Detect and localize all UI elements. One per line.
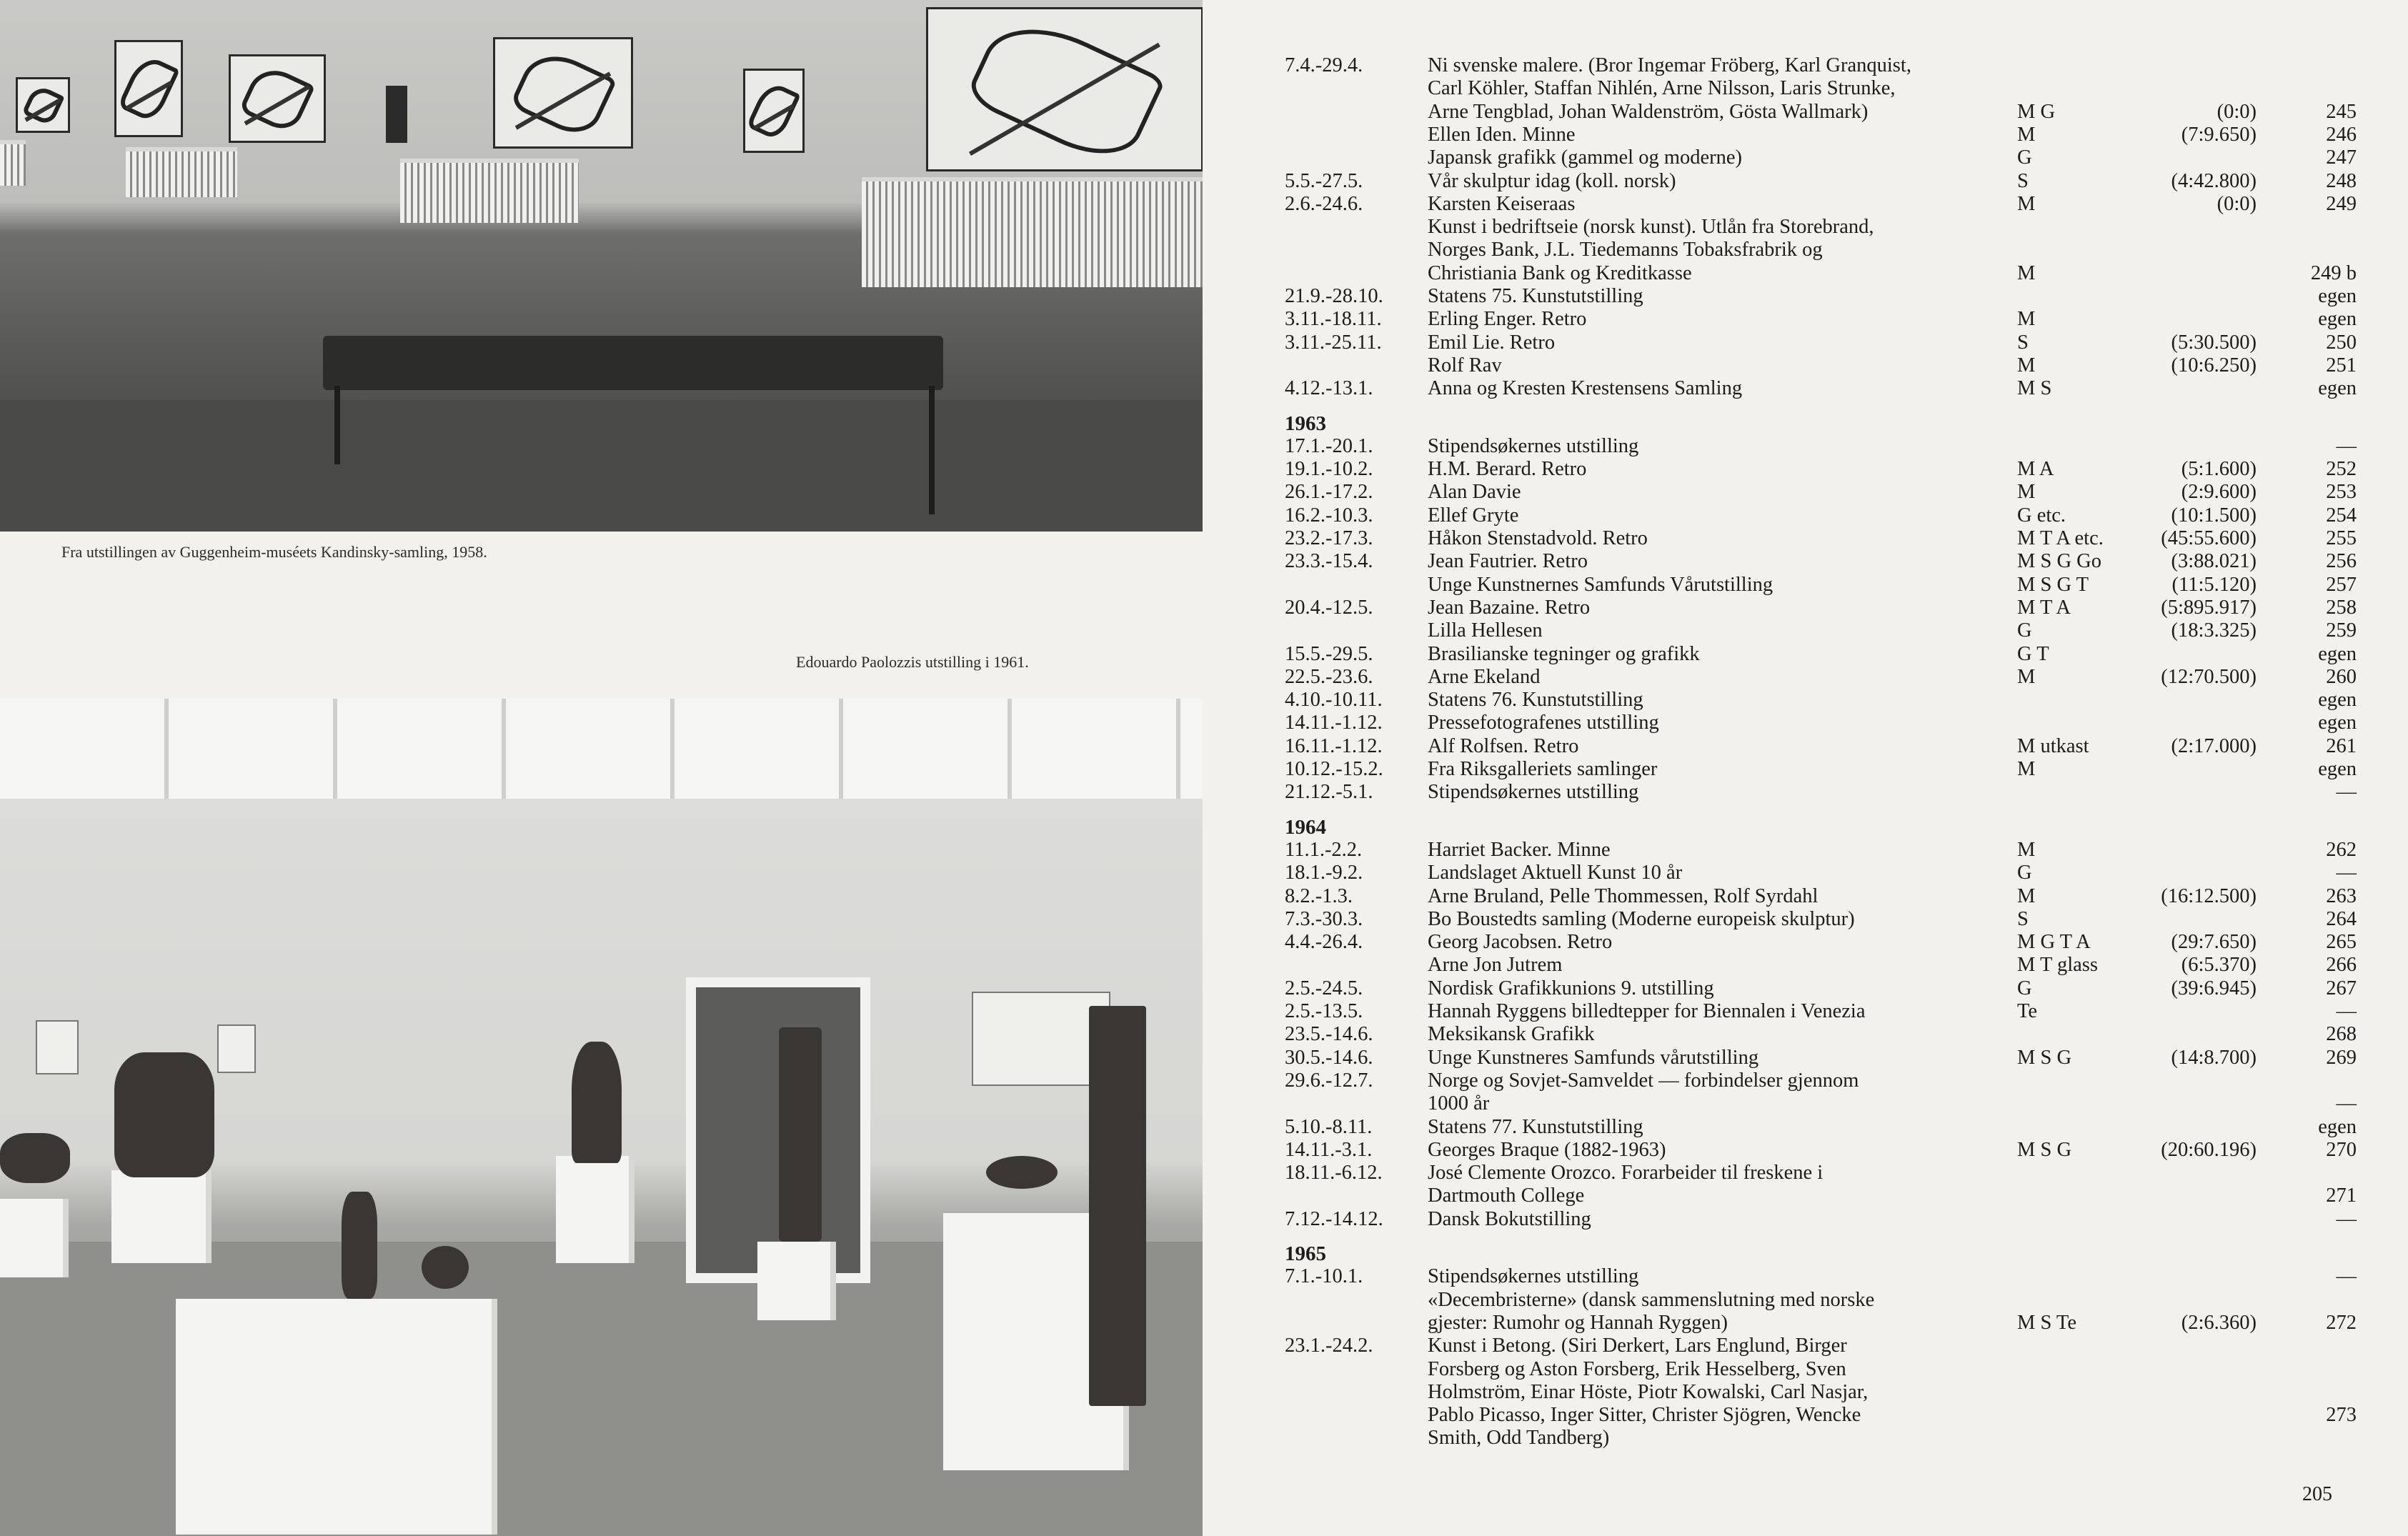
exhibition-row (1285, 377, 2357, 400)
exhibition-title: Arne Ekeland (1428, 665, 1541, 688)
exhibition-title: Arne Bruland, Pelle Thommessen, Rolf Syrdahl (1428, 884, 1819, 907)
exhibition-row (1285, 885, 2357, 908)
exhibition-date: 23.1.-24.2. (1285, 1335, 1373, 1357)
exhibition-catalogue: (10:6.250) (2171, 354, 2257, 376)
exhibition-title: Jean Fautrier. Retro (1428, 550, 1588, 573)
exhibition-title: Unge Kunstneres Samfunds vårutstilling (1428, 1046, 1759, 1069)
exhibition-number: 248 (2326, 169, 2357, 192)
exhibition-title: Erling Enger. Retro (1428, 308, 1587, 331)
exhibition-title: Anna og Kresten Krestensens Samling (1428, 377, 1743, 400)
exhibition-title: Rolf Rav (1428, 354, 1502, 376)
exhibition-number: 271 (2326, 1185, 2357, 1207)
exhibition-title: Ellen Iden. Minne (1428, 123, 1576, 146)
exhibition-catalogue: (7:9.650) (2181, 123, 2257, 146)
exhibition-date: 18.1.-9.2. (1285, 862, 1363, 884)
exhibition-row (1285, 1092, 2357, 1115)
exhibition-catalogue: (39:6.945) (2171, 977, 2257, 999)
exhibition-date: 7.4.-29.4. (1285, 54, 1363, 76)
skylight-ceiling (0, 699, 1203, 799)
exhibition-media: Te (2017, 1000, 2038, 1022)
exhibition-catalogue: (45:55.600) (2161, 527, 2257, 549)
exhibition-media: M S G T (2017, 573, 2089, 596)
bench-leg (929, 386, 935, 514)
exhibition-row (1285, 1358, 2357, 1381)
exhibition-catalogue: (5:895.917) (2161, 596, 2257, 619)
wall-label (386, 86, 407, 143)
year-heading: 1964 (1285, 815, 1326, 839)
exhibition-title: Alf Rolfsen. Retro (1428, 734, 1579, 757)
radiator (0, 140, 26, 186)
exhibition-row (1285, 1047, 2357, 1069)
exhibition-title: Arne Tengblad, Johan Waldenström, Gösta Wallmark) (1428, 100, 1869, 123)
exhibition-date: 23.2.-17.3. (1285, 527, 1373, 549)
exhibition-row (1285, 977, 2357, 1000)
year-heading: 1963 (1285, 412, 1326, 435)
exhibition-title: Pressefotografenes utstilling (1428, 712, 1659, 734)
exhibition-row (1285, 1265, 2357, 1288)
exhibition-row (1285, 239, 2357, 261)
gallery-floor (0, 400, 1203, 532)
sculpture (422, 1246, 469, 1289)
exhibition-media: M S (2017, 377, 2052, 400)
exhibition-date: 7.3.-30.3. (1285, 907, 1363, 930)
exhibition-title: Stipendsøkernes utstilling (1428, 434, 1639, 457)
painting (926, 7, 1203, 171)
exhibition-title: Christiania Bank og Kreditkasse (1428, 261, 1692, 284)
exhibition-row (1285, 1000, 2357, 1023)
exhibition-number: 246 (2326, 123, 2357, 146)
exhibition-media: M A (2017, 458, 2054, 481)
exhibition-row (1285, 1023, 2357, 1046)
exhibition-title: Jean Bazaine. Retro (1428, 596, 1591, 619)
exhibition-media: S (2017, 169, 2029, 192)
plinth (0, 1199, 69, 1277)
exhibition-row (1285, 735, 2357, 758)
exhibition-row (1285, 1139, 2357, 1162)
exhibition-date: 2.5.-24.5. (1285, 977, 1363, 999)
exhibition-date: 29.6.-12.7. (1285, 1069, 1373, 1092)
exhibition-title: H.M. Berard. Retro (1428, 458, 1587, 481)
exhibition-title: Georg Jacobsen. Retro (1428, 931, 1613, 954)
exhibition-number: — (2336, 862, 2357, 884)
exhibition-date: 4.12.-13.1. (1285, 377, 1373, 400)
exhibition-number: 247 (2326, 146, 2357, 169)
exhibition-media: M G T A (2017, 931, 2091, 954)
sculpture (1089, 1006, 1146, 1406)
exhibition-date: 5.5.-27.5. (1285, 169, 1363, 192)
exhibition-date: 14.11.-3.1. (1285, 1138, 1373, 1161)
exhibition-catalogue: (16:12.500) (2161, 884, 2257, 907)
exhibition-row (1285, 262, 2357, 285)
framed-print (36, 1020, 79, 1074)
exhibition-media: M (2017, 308, 2036, 331)
exhibition-catalogue: (6:5.370) (2181, 954, 2257, 977)
sculpture (986, 1156, 1058, 1189)
painting (493, 37, 633, 149)
exhibition-date: 21.12.-5.1. (1285, 781, 1373, 804)
radiator (126, 147, 237, 197)
exhibition-row (1285, 931, 2357, 954)
exhibition-title: Bo Boustedts samling (Moderne europeisk skulptur) (1428, 907, 1855, 930)
exhibition-number: 264 (2326, 907, 2357, 930)
exhibition-number: 256 (2326, 550, 2357, 573)
exhibition-row (1285, 643, 2357, 666)
exhibition-catalogue: (20:60.196) (2161, 1138, 2257, 1161)
exhibition-date: 8.2.-1.3. (1285, 884, 1353, 907)
exhibition-title: gjester: Rumohr og Hannah Ryggen) (1428, 1311, 1728, 1334)
exhibition-title: Statens 76. Kunstutstilling (1428, 689, 1643, 712)
exhibition-title: Kunst i Betong. (Siri Derkert, Lars Englund, Birger (1428, 1335, 1847, 1357)
exhibition-catalogue: (0:0) (2217, 100, 2257, 123)
exhibition-number: 252 (2326, 458, 2357, 481)
exhibition-catalogue: (0:0) (2217, 192, 2257, 215)
page-number: 205 (2302, 1483, 2332, 1505)
exhibition-row (1285, 574, 2357, 597)
exhibition-media: M (2017, 884, 2036, 907)
exhibition-number: 254 (2326, 504, 2357, 527)
exhibition-row (1285, 1116, 2357, 1139)
caption-bottom-photo: Edouardo Paolozzis utstilling i 1961. (796, 653, 1029, 671)
exhibition-title: Emil Lie. Retro (1428, 331, 1556, 354)
exhibition-catalogue: (18:3.325) (2171, 619, 2257, 642)
exhibition-catalogue: (14:8.700) (2171, 1046, 2257, 1069)
exhibition-title: Holmström, Einar Höste, Piotr Kowalski, Carl Nasjar, (1428, 1380, 1869, 1403)
exhibition-title: Norges Bank, J.L. Tiedemanns Tobaksfrabrik og (1428, 239, 1823, 261)
exhibition-number: — (2336, 434, 2357, 457)
exhibition-title: Ellef Gryte (1428, 504, 1519, 527)
exhibition-number: egen (2318, 712, 2357, 734)
framed-print (217, 1024, 256, 1073)
exhibition-title: Dansk Bokutstilling (1428, 1207, 1591, 1230)
exhibition-media: G (2017, 862, 2032, 884)
exhibition-number: 251 (2326, 354, 2357, 376)
exhibition-date: 2.5.-13.5. (1285, 1000, 1363, 1022)
sculpture (342, 1192, 377, 1299)
exhibition-row (1285, 146, 2357, 169)
exhibition-row (1285, 908, 2357, 931)
exhibition-date: 20.4.-12.5. (1285, 596, 1373, 619)
exhibition-date: 23.5.-14.6. (1285, 1023, 1373, 1046)
exhibition-catalogue: (12:70.500) (2161, 665, 2257, 688)
exhibition-number: 250 (2326, 331, 2357, 354)
exhibition-title: Forsberg og Aston Forsberg, Erik Hesselberg, Sven (1428, 1357, 1846, 1380)
exhibition-title: Fra Riksgalleriets samlinger (1428, 758, 1658, 780)
sculpture (779, 1027, 822, 1242)
exhibition-catalogue: (4:42.800) (2171, 169, 2257, 192)
exhibition-date: 21.9.-28.10. (1285, 285, 1383, 307)
exhibition-title: Alan Davie (1428, 481, 1521, 504)
exhibition-title: Stipendsøkernes utstilling (1428, 1265, 1639, 1288)
exhibition-date: 30.5.-14.6. (1285, 1046, 1373, 1069)
exhibition-title: Carl Köhler, Staffan Nihlén, Arne Nilsson, Laris Strunke, (1428, 77, 1896, 100)
exhibition-row (1285, 1312, 2357, 1335)
exhibition-row (1285, 77, 2357, 100)
exhibition-number: egen (2318, 377, 2357, 400)
painting (743, 69, 805, 153)
exhibition-media: M utkast (2017, 734, 2089, 757)
exhibition-date: 11.1.-2.2. (1285, 838, 1363, 861)
exhibition-number: — (2336, 1092, 2357, 1115)
exhibition-number: 272 (2326, 1311, 2357, 1334)
exhibition-row (1285, 354, 2357, 377)
exhibition-date: 4.10.-10.11. (1285, 689, 1383, 712)
sculpture (572, 1042, 622, 1163)
exhibition-number: egen (2318, 642, 2357, 665)
exhibition-row (1285, 839, 2357, 862)
exhibition-number: 259 (2326, 619, 2357, 642)
exhibition-number: 260 (2326, 665, 2357, 688)
exhibition-catalogue: (29:7.650) (2171, 931, 2257, 954)
exhibition-row (1285, 781, 2357, 804)
exhibition-title: Brasilianske tegninger og grafikk (1428, 642, 1700, 665)
exhibition-date: 18.11.-6.12. (1285, 1162, 1383, 1185)
exhibition-date: 26.1.-17.2. (1285, 481, 1373, 504)
exhibition-row (1285, 527, 2357, 550)
exhibition-title: Harriet Backer. Minne (1428, 838, 1611, 861)
radiator (400, 159, 579, 223)
exhibition-media: G T (2017, 642, 2049, 665)
exhibition-row (1285, 862, 2357, 884)
exhibition-row (1285, 1289, 2357, 1312)
exhibition-media: M S G (2017, 1046, 2072, 1069)
exhibition-number: 255 (2326, 527, 2357, 549)
exhibition-row (1285, 1335, 2357, 1357)
exhibition-title: Karsten Keiseraas (1428, 192, 1576, 215)
exhibition-date: 7.1.-10.1. (1285, 1265, 1363, 1288)
exhibition-media: M S Te (2017, 1311, 2076, 1334)
exhibition-title: Hannah Ryggens billedtepper for Biennalen i Venezia (1428, 1000, 1866, 1022)
exhibition-catalogue: (11:5.120) (2171, 573, 2257, 596)
exhibition-row (1285, 712, 2357, 734)
exhibition-number: 269 (2326, 1046, 2357, 1069)
exhibition-row (1285, 1208, 2357, 1231)
caption-top-photo: Fra utstillingen av Guggenheim-muséets Kandinsky-samling, 1958. (61, 543, 487, 561)
exhibition-date: 22.5.-23.6. (1285, 665, 1373, 688)
exhibition-number: 245 (2326, 100, 2357, 123)
exhibition-media: M (2017, 261, 2036, 284)
exhibition-row (1285, 1069, 2357, 1092)
exhibition-date: 3.11.-25.11. (1285, 331, 1382, 354)
exhibition-row (1285, 954, 2357, 977)
exhibition-row (1285, 1162, 2357, 1185)
exhibition-catalogue: (2:6.360) (2181, 1311, 2257, 1334)
exhibition-title: Georges Braque (1882-1963) (1428, 1138, 1666, 1161)
exhibition-row (1285, 331, 2357, 354)
doorway (686, 977, 870, 1283)
exhibition-title: Pablo Picasso, Inger Sitter, Christer Sjögren, Wencke (1428, 1404, 1861, 1427)
exhibition-title: Kunst i bedriftseie (norsk kunst). Utlån fra Storebrand, (1428, 216, 1874, 239)
exhibition-number: egen (2318, 689, 2357, 712)
exhibition-row (1285, 666, 2357, 689)
exhibition-number: egen (2318, 758, 2357, 780)
exhibition-row (1285, 689, 2357, 712)
exhibition-catalogue: (10:1.500) (2171, 504, 2257, 527)
exhibition-title: Norge og Sovjet-Samveldet — forbindelser gjennom (1428, 1069, 1859, 1092)
exhibition-title: Unge Kunstnernes Samfunds Vårutstilling (1428, 573, 1773, 596)
exhibition-date: 19.1.-10.2. (1285, 458, 1373, 481)
exhibition-number: 268 (2326, 1023, 2357, 1046)
exhibition-number: — (2336, 781, 2357, 804)
exhibition-row (1285, 54, 2357, 77)
photo-kandinsky-exhibition (0, 0, 1203, 532)
exhibition-date: 7.12.-14.12. (1285, 1207, 1383, 1230)
exhibition-title: Ni svenske malere. (Bror Ingemar Fröberg, Karl Granquist, (1428, 54, 1911, 76)
exhibition-media: M (2017, 192, 2036, 215)
exhibition-title: Landslaget Aktuell Kunst 10 år (1428, 862, 1683, 884)
exhibition-date: 16.11.-1.12. (1285, 734, 1383, 757)
exhibition-media: M S G Go (2017, 550, 2101, 573)
exhibition-row (1285, 597, 2357, 619)
exhibition-number: 257 (2326, 573, 2357, 596)
exhibition-title: Håkon Stenstadvold. Retro (1428, 527, 1648, 549)
exhibition-number: egen (2318, 1115, 2357, 1138)
exhibition-media: G (2017, 619, 2032, 642)
exhibition-media: M T A (2017, 596, 2071, 619)
exhibition-number: 265 (2326, 931, 2357, 954)
exhibition-catalogue: (2:9.600) (2181, 481, 2257, 504)
exhibition-catalogue: (5:30.500) (2171, 331, 2257, 354)
painting (16, 77, 70, 133)
exhibition-media: M (2017, 354, 2036, 376)
exhibition-date: 10.12.-15.2. (1285, 758, 1383, 780)
exhibition-media: M G (2017, 100, 2056, 123)
exhibition-media: G etc. (2017, 504, 2066, 527)
exhibition-date: 5.10.-8.11. (1285, 1115, 1373, 1138)
exhibition-row (1285, 504, 2357, 527)
exhibition-title: Arne Jon Jutrem (1428, 954, 1563, 977)
exhibition-number: — (2336, 1000, 2357, 1022)
exhibition-media: G (2017, 977, 2032, 999)
painting (114, 40, 183, 137)
exhibition-row (1285, 308, 2357, 331)
exhibition-number: 249 b (2310, 261, 2357, 284)
exhibition-title: Statens 75. Kunstutstilling (1428, 285, 1643, 307)
exhibition-catalogue: (2:17.000) (2171, 734, 2257, 757)
exhibition-title: Japansk grafikk (gammel og moderne) (1428, 146, 1743, 169)
exhibition-media: G (2017, 146, 2032, 169)
plinth (556, 1156, 635, 1263)
exhibition-title: «Decembristerne» (dansk sammenslutning med norske (1428, 1288, 1875, 1311)
exhibition-title: Vår skulptur idag (koll. norsk) (1428, 169, 1676, 192)
painting (229, 54, 326, 143)
exhibition-number: — (2336, 1265, 2357, 1288)
year-heading: 1965 (1285, 1242, 1326, 1265)
exhibition-number: egen (2318, 285, 2357, 307)
radiator (862, 177, 1203, 287)
exhibition-number: 258 (2326, 596, 2357, 619)
exhibition-media: M T glass (2017, 954, 2098, 977)
exhibition-date: 4.4.-26.4. (1285, 931, 1363, 954)
exhibition-media: M (2017, 758, 2036, 780)
sculpture (114, 1052, 214, 1177)
exhibition-row (1285, 124, 2357, 146)
exhibition-row (1285, 170, 2357, 193)
exhibition-media: S (2017, 331, 2029, 354)
exhibition-media: S (2017, 907, 2029, 930)
exhibition-row (1285, 216, 2357, 239)
plinth (111, 1170, 212, 1263)
exhibition-row (1285, 285, 2357, 308)
exhibition-number: 253 (2326, 481, 2357, 504)
exhibition-row (1285, 481, 2357, 504)
exhibition-catalogue: (3:88.021) (2171, 550, 2257, 573)
exhibition-number: 267 (2326, 977, 2357, 999)
bench (323, 336, 943, 390)
exhibition-media: M T A etc. (2017, 527, 2104, 549)
exhibition-number: 273 (2326, 1404, 2357, 1427)
exhibition-row (1285, 435, 2357, 458)
exhibition-row (1285, 550, 2357, 573)
exhibition-media: M (2017, 123, 2036, 146)
exhibition-media: M (2017, 665, 2036, 688)
exhibition-title: Nordisk Grafikkunions 9. utstilling (1428, 977, 1714, 999)
exhibition-title: 1000 år (1428, 1092, 1490, 1115)
exhibition-number: 266 (2326, 954, 2357, 977)
exhibition-row (1285, 1427, 2357, 1450)
photo-paolozzi-exhibition (0, 699, 1203, 1536)
exhibition-date: 15.5.-29.5. (1285, 642, 1373, 665)
exhibition-media: M (2017, 481, 2036, 504)
exhibition-row (1285, 1381, 2357, 1404)
exhibition-row (1285, 193, 2357, 216)
exhibition-row (1285, 101, 2357, 124)
exhibition-date: 16.2.-10.3. (1285, 504, 1373, 527)
sculpture (0, 1133, 70, 1183)
exhibition-row (1285, 619, 2357, 642)
exhibition-title: José Clemente Orozco. Forarbeider til freskene i (1428, 1162, 1824, 1185)
exhibition-title: Statens 77. Kunstutstilling (1428, 1115, 1643, 1138)
exhibition-row (1285, 1404, 2357, 1427)
exhibition-title: Lilla Hellesen (1428, 619, 1543, 642)
exhibition-date: 3.11.-18.11. (1285, 308, 1382, 331)
exhibition-number: egen (2318, 308, 2357, 331)
exhibition-row (1285, 758, 2357, 781)
bench-leg (334, 386, 340, 464)
exhibition-title: Stipendsøkernes utstilling (1428, 781, 1639, 804)
exhibition-catalogue: (5:1.600) (2181, 458, 2257, 481)
exhibition-number: — (2336, 1207, 2357, 1230)
exhibition-row (1285, 458, 2357, 481)
exhibition-number: 249 (2326, 192, 2357, 215)
exhibition-date: 17.1.-20.1. (1285, 434, 1373, 457)
exhibition-title: Meksikansk Grafikk (1428, 1023, 1595, 1046)
exhibition-media: M (2017, 838, 2036, 861)
exhibition-media: M S G (2017, 1138, 2072, 1161)
exhibition-date: 23.3.-15.4. (1285, 550, 1373, 573)
exhibition-title: Smith, Odd Tandberg) (1428, 1427, 1610, 1450)
exhibition-date: 2.6.-24.6. (1285, 192, 1363, 215)
exhibition-number: 262 (2326, 838, 2357, 861)
exhibition-row (1285, 1185, 2357, 1207)
plinth (757, 1242, 836, 1320)
exhibition-number: 270 (2326, 1138, 2357, 1161)
exhibition-title: Dartmouth College (1428, 1185, 1585, 1207)
exhibition-number: 261 (2326, 734, 2357, 757)
exhibition-number: 263 (2326, 884, 2357, 907)
plinth (176, 1299, 497, 1535)
exhibition-date: 14.11.-1.12. (1285, 712, 1383, 734)
